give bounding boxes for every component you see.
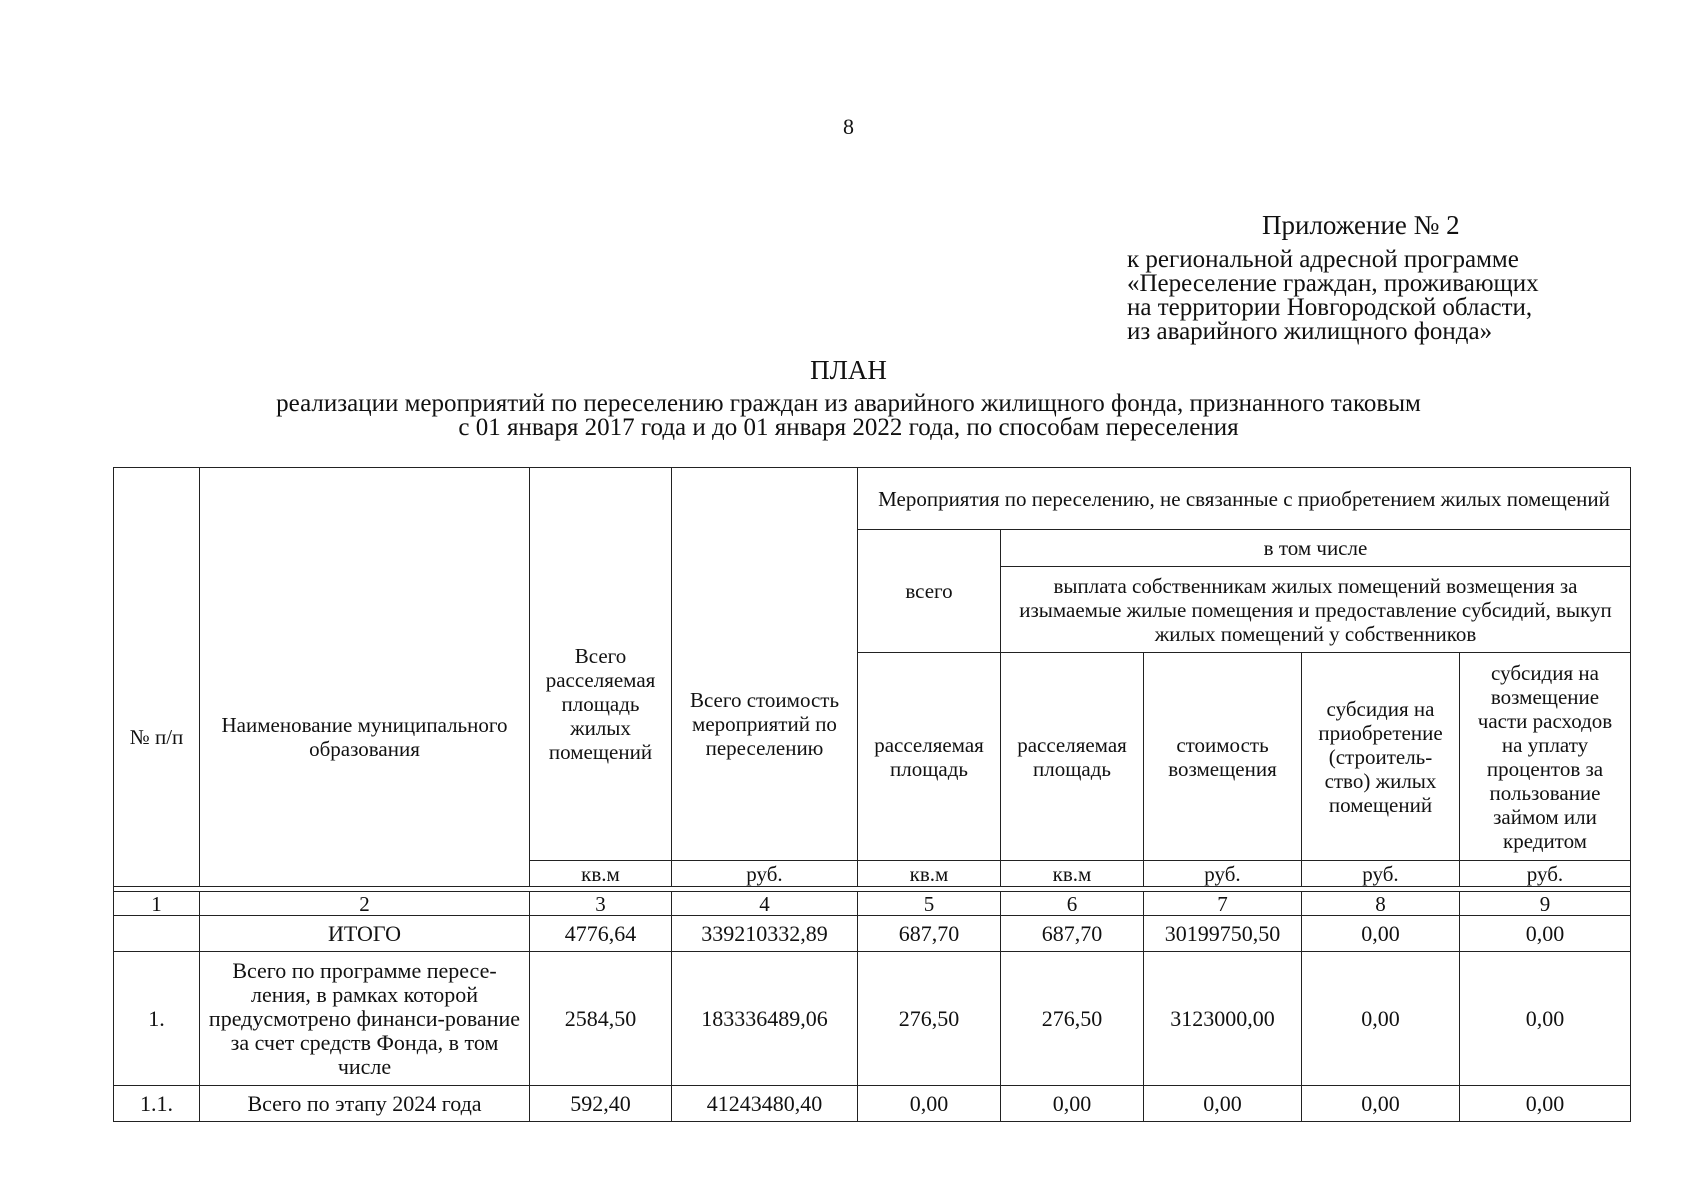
row-value: 0,00 <box>1144 1086 1302 1122</box>
column-number: 2 <box>200 892 530 916</box>
unit-cell: руб. <box>1144 861 1302 887</box>
header-c6: расселяемая площадь <box>1001 653 1144 861</box>
row-value: 339210332,89 <box>672 916 858 952</box>
unit-cell: руб. <box>672 861 858 887</box>
row-value: 0,00 <box>1460 1086 1631 1122</box>
row-value: 0,00 <box>1001 1086 1144 1122</box>
row-name: Всего по программе пересе-ления, в рамках которой предусмотрено финанси-рование за счет средств Фонда, в том числе <box>200 952 530 1086</box>
header-c8: субсидия на приобретение (строитель-ство) жилых помещений <box>1302 653 1460 861</box>
row-value: 592,40 <box>530 1086 672 1122</box>
page-number: 8 <box>843 114 854 139</box>
column-number: 3 <box>530 892 672 916</box>
row-num <box>114 916 200 952</box>
header-v-tom-chisle: в том числе <box>1001 530 1631 567</box>
unit-cell: кв.м <box>858 861 1001 887</box>
header-payment: выплата собственникам жилых помещений возмещения за изымаемые жилые помещения и предоставление субсидий, выкуп жилых помещений у собственников <box>1001 567 1631 653</box>
appendix-subtitle <box>1127 248 1539 344</box>
header-vsego: всего <box>858 530 1001 653</box>
column-numbers-row <box>114 892 1631 916</box>
row-value: 0,00 <box>1302 1086 1460 1122</box>
plan-subtitle <box>0 392 1697 440</box>
column-number: 4 <box>672 892 858 916</box>
row-value: 3123000,00 <box>1144 952 1302 1086</box>
column-number: 6 <box>1001 892 1144 916</box>
unit-cell: кв.м <box>530 861 672 887</box>
row-num: 1.1. <box>114 1086 200 1122</box>
row-value: 687,70 <box>1001 916 1144 952</box>
appendix-line: из аварийного жилищного фонда» <box>1127 318 1493 345</box>
row-value: 0,00 <box>1302 952 1460 1086</box>
column-number: 9 <box>1460 892 1631 916</box>
appendix-line: к региональной адресной программе <box>1127 246 1519 273</box>
row-value: 0,00 <box>1460 916 1631 952</box>
row-value: 183336489,06 <box>672 952 858 1086</box>
header-num: № п/п <box>114 468 200 887</box>
table-row <box>114 952 1631 1086</box>
header-group: Мероприятия по переселению, не связанные с приобретением жилых помещений <box>858 468 1631 530</box>
row-value: 276,50 <box>1001 952 1144 1086</box>
row-value: 30199750,50 <box>1144 916 1302 952</box>
column-number: 7 <box>1144 892 1302 916</box>
header-c9: субсидия на возмещение части расходов на уплату процентов за пользование займом или кредитом <box>1460 653 1631 861</box>
row-name: Всего по этапу 2024 года <box>200 1086 530 1122</box>
plan-subtitle-line: с 01 января 2017 года и до 01 января 2022 года, по способам переселения <box>458 414 1239 441</box>
header-c5: расселяемая площадь <box>858 653 1001 861</box>
unit-cell: кв.м <box>1001 861 1144 887</box>
appendix-title: Приложение № 2 <box>1262 210 1460 240</box>
row-value: 687,70 <box>858 916 1001 952</box>
header-c7: стоимость возмещения <box>1144 653 1302 861</box>
plan-table <box>113 467 1631 1122</box>
row-name: ИТОГО <box>200 916 530 952</box>
row-value: 0,00 <box>1460 952 1631 1086</box>
row-value: 0,00 <box>1302 916 1460 952</box>
row-num: 1. <box>114 952 200 1086</box>
column-number: 8 <box>1302 892 1460 916</box>
column-number: 5 <box>858 892 1001 916</box>
header-cost-total: Всего стоимость мероприятий по переселению <box>672 468 858 861</box>
row-value: 0,00 <box>858 1086 1001 1122</box>
appendix-line: на территории Новгородской области, <box>1127 294 1533 321</box>
row-value: 41243480,40 <box>672 1086 858 1122</box>
header-area-total: Всего расселяемая площадь жилых помещений <box>530 468 672 861</box>
table-row <box>114 1086 1631 1122</box>
table-row <box>114 916 1631 952</box>
row-value: 2584,50 <box>530 952 672 1086</box>
header-row <box>114 468 1631 530</box>
plan-subtitle-line: реализации мероприятий по переселению граждан из аварийного жилищного фонда, признанного таковым <box>276 390 1421 417</box>
unit-cell: руб. <box>1302 861 1460 887</box>
header-name: Наименование муниципального образования <box>200 468 530 887</box>
row-value: 4776,64 <box>530 916 672 952</box>
appendix-line: «Переселение граждан, проживающих <box>1127 270 1539 297</box>
unit-cell: руб. <box>1460 861 1631 887</box>
plan-title: ПЛАН <box>810 355 887 385</box>
column-number: 1 <box>114 892 200 916</box>
row-value: 276,50 <box>858 952 1001 1086</box>
